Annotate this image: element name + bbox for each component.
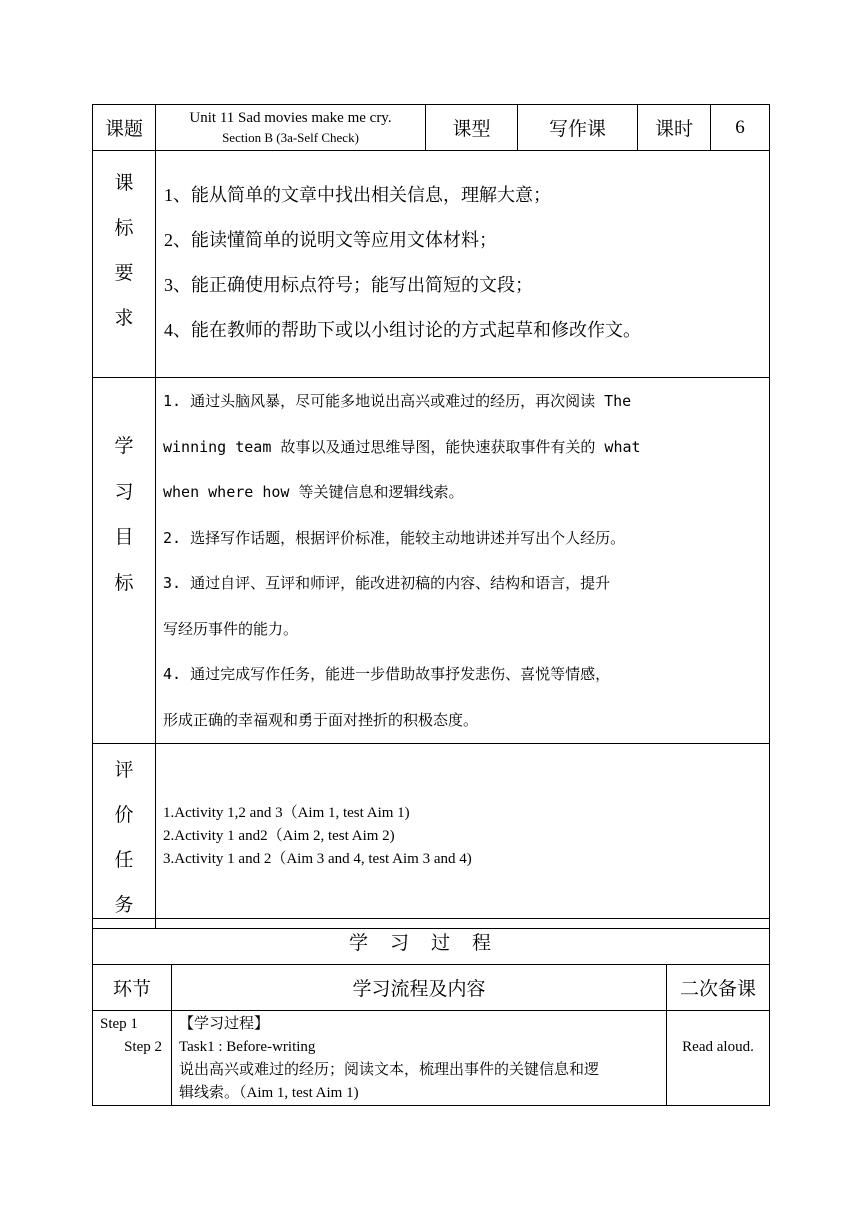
standards-label-char: 要 xyxy=(114,263,134,284)
standards-label-char: 课 xyxy=(114,173,134,194)
col-content-header: 学习流程及内容 xyxy=(172,965,667,1011)
objective-line: 1. 通过头脑风暴，尽可能多地说出高兴或难过的经历，再次阅读 The xyxy=(163,392,632,410)
task-desc: 说出高兴或难过的经历；阅读文本，梳理出事件的关键信息和逻 xyxy=(179,1062,600,1078)
evaluation-label-char: 任 xyxy=(114,850,134,871)
process-heading: 学习过程 xyxy=(93,919,770,965)
col-prep-header: 二次备课 xyxy=(667,965,770,1011)
standards-label xyxy=(93,151,156,378)
process-row xyxy=(93,1011,770,1106)
lesson-info-table xyxy=(92,104,770,929)
objective-line: 形成正确的幸福观和勇于面对挫折的积极态度。 xyxy=(163,710,479,729)
process-columns-row xyxy=(93,965,770,1011)
standards-label-char: 标 xyxy=(114,218,134,239)
evaluation-item: 2.Activity 1 and2（Aim 2, test Aim 2) xyxy=(163,827,395,844)
col-step-header: 环节 xyxy=(93,965,172,1011)
objective-line: 3. 通过自评、互评和师评，能改进初稿的内容、结构和语言，提升 xyxy=(163,574,611,592)
evaluation-label-char: 务 xyxy=(114,895,134,916)
evaluation-item: 3.Activity 1 and 2（Aim 3 and 4, test Aim 3 and 4) xyxy=(163,850,472,867)
header-row xyxy=(93,105,770,151)
standard-item: 3、能正确使用标点符号；能写出简短的文段； xyxy=(164,275,533,295)
objectives-label-char: 标 xyxy=(114,572,134,594)
content-cell xyxy=(172,1011,667,1106)
process-table xyxy=(92,918,770,1106)
section-tag: 【学习过程】 xyxy=(179,1016,270,1032)
step-cell xyxy=(93,1011,172,1106)
lesson-title xyxy=(156,105,426,151)
prep-note: Read aloud. xyxy=(667,1011,770,1106)
type-value: 写作课 xyxy=(518,105,638,151)
objectives-row xyxy=(93,378,770,744)
objective-line: 2. 选择写作话题，根据评价标准，能较主动地讲述并写出个人经历。 xyxy=(163,528,626,547)
evaluation-label-char: 评 xyxy=(114,760,134,781)
evaluation-list xyxy=(156,744,770,929)
standards-row xyxy=(93,151,770,378)
objectives-label-char: 学 xyxy=(114,436,134,457)
objectives-label-char: 习 xyxy=(114,481,134,503)
standards-label-char: 求 xyxy=(114,308,134,329)
process-heading-row xyxy=(93,919,770,965)
period-value: 6 xyxy=(711,105,770,151)
objective-line: winning team 故事以及通过思维导图，能快速获取事件有关的 what xyxy=(163,437,641,456)
task-title: Task1 : Before-writing xyxy=(179,1039,316,1055)
task-desc: 辑线索。（Aim 1, test Aim 1) xyxy=(179,1085,359,1101)
objectives-label xyxy=(93,378,156,744)
objective-line: 4. 通过完成写作任务，能进一步借助故事抒发悲伤、喜悦等情感， xyxy=(163,665,611,683)
objective-line: when where how 等关键信息和逻辑线索。 xyxy=(163,483,464,501)
objectives-list xyxy=(156,378,770,744)
evaluation-label xyxy=(93,744,156,929)
step-label: Step 1 xyxy=(100,1016,138,1032)
standard-item: 2、能读懂简单的说明文等应用文体材料； xyxy=(164,230,497,250)
standard-item: 1、能从简单的文章中找出相关信息，理解大意； xyxy=(164,185,551,205)
period-label: 课时 xyxy=(638,105,711,151)
evaluation-item: 1.Activity 1,2 and 3（Aim 1, test Aim 1) xyxy=(163,804,410,821)
lesson-title-line2: Section B (3a-Self Check) xyxy=(222,129,359,145)
objective-line: 写经历事件的能力。 xyxy=(163,619,299,638)
lesson-label: 课题 xyxy=(93,105,156,151)
type-label: 课型 xyxy=(426,105,518,151)
step-label: Step 2 xyxy=(124,1039,162,1055)
lesson-title-line1: Unit 11 Sad movies make me cry. xyxy=(189,109,392,126)
standard-item: 4、能在教师的帮助下或以小组讨论的方式起草和修改作文。 xyxy=(164,320,641,340)
evaluation-row xyxy=(93,744,770,929)
objectives-label-char: 目 xyxy=(114,527,134,548)
evaluation-label-char: 价 xyxy=(114,805,134,826)
standards-list xyxy=(156,151,770,378)
